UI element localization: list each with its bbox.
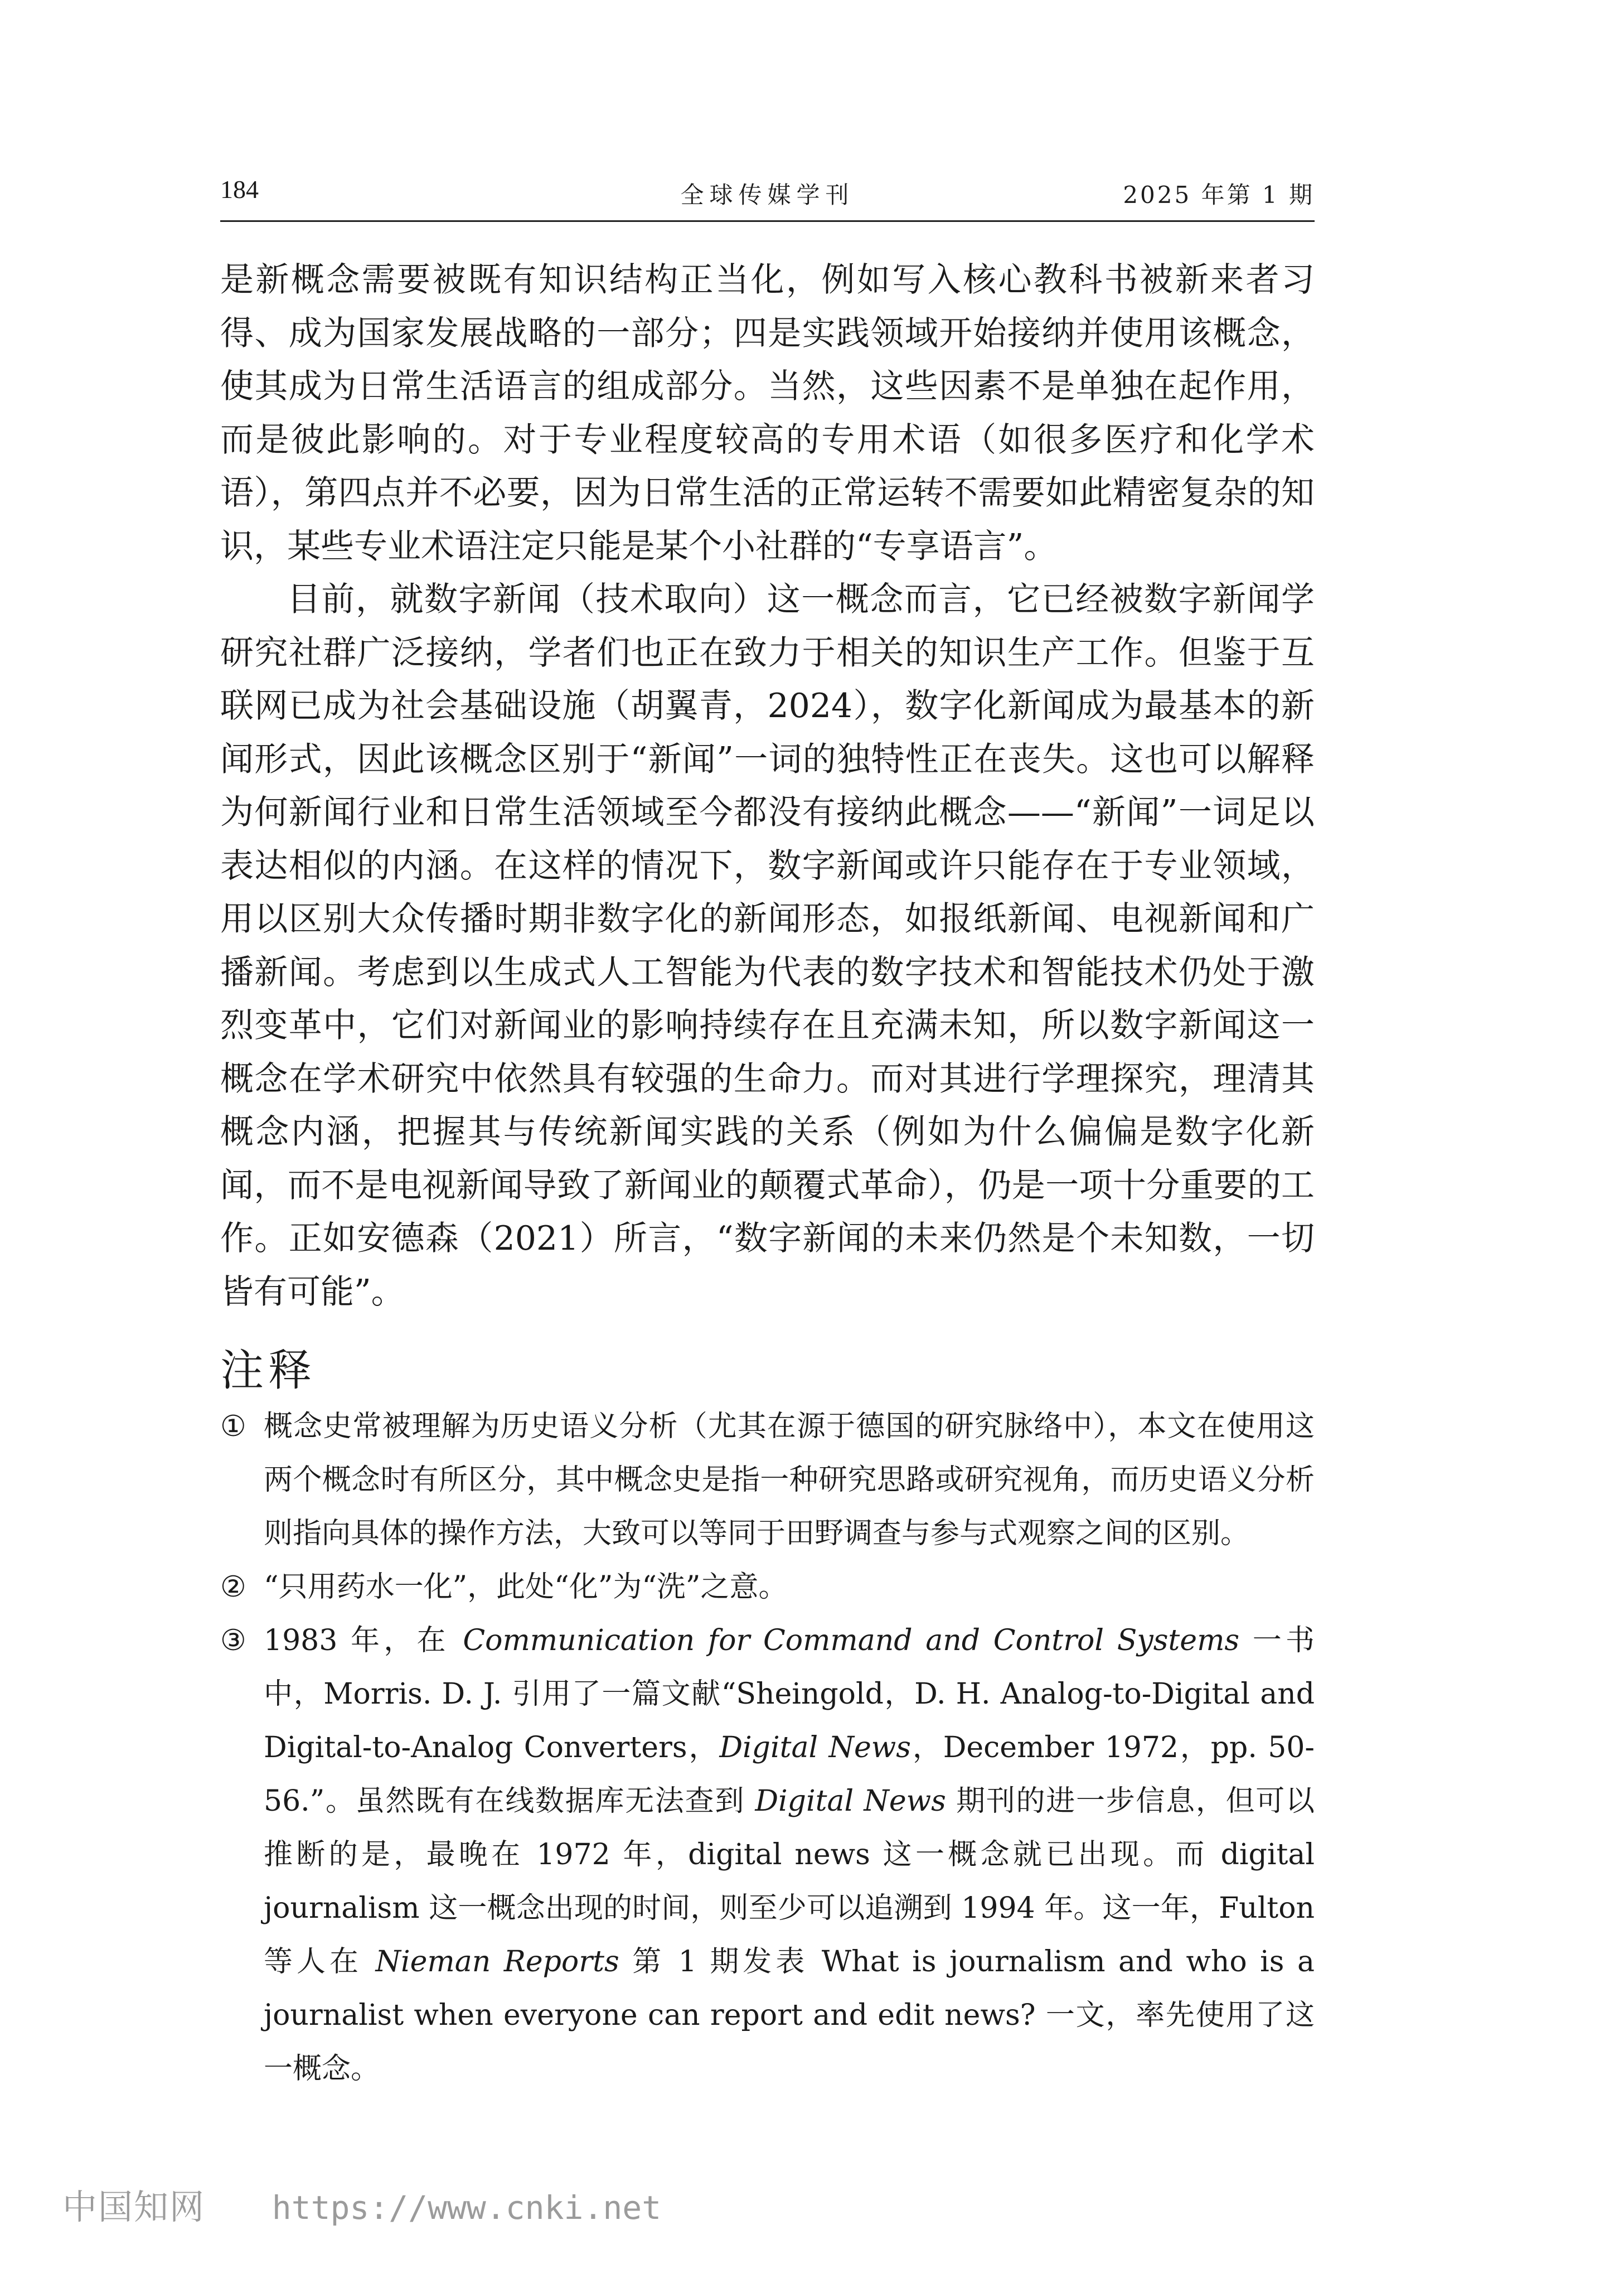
note-segment: 期刊的进一步信息，但可以推断的是，最晚在 1972 年，digital news 这一概念就已出现。而 digital journalism 这一概念出现的时间，则至少可以追溯到 1994 年。这一年，Fulton 等人在 xyxy=(264,1784,1315,1979)
note-segment: 1983 年，在 xyxy=(264,1624,463,1657)
notes-list xyxy=(220,1400,1315,2096)
page-number: 184 xyxy=(220,175,259,204)
note-segment: 第 1 期发表 What is journalism and who is a journalist when everyone can report and edit news? 一文，率先使用了这一概念。 xyxy=(264,1945,1315,2086)
cnki-logo: 中国知网 xyxy=(62,2187,206,2227)
cnki-watermark xyxy=(62,2179,661,2229)
journal-title: 全球传媒学刊 xyxy=(680,181,855,209)
note-item xyxy=(220,1614,1315,2096)
note-segment: 一书中，Morris. D. J. 引用了一篇文献“Sheingold，D. H. Analog-to-Digital and Digital-to-Analog Converters， xyxy=(264,1624,1315,1764)
journal-name: Digital News xyxy=(719,1731,911,1764)
note-text: “只用药水一化”，此处“化”为“洗”之意。 xyxy=(264,1570,788,1604)
cnki-url[interactable]: https://www.cnki.net xyxy=(272,2189,662,2227)
body-paragraph: 目前，就数字新闻（技术取向）这一概念而言，它已经被数字新闻学研究社群广泛接纳，学者们也正在致力于相关的知识生产工作。但鉴于互联网已成为社会基础设施（胡翼青，2024），数字化新闻成为最基本的新闻形式，因此该概念区别于“新闻”一词的独特性正在丧失。这也可以解释为何新闻行业和日常生活领域至今都没有接纳此概念——“新闻”一词足以表达相似的内涵。在这样的情况下，数字新闻或许只能存在于专业领域，用以区别大众传播时期非数字化的新闻形态，如报纸新闻、电视新闻和广播新闻。考虑到以生成式人工智能为代表的数字技术和智能技术仍处于激烈变革中，它们对新闻业的影响持续存在且充满未知，所以数字新闻这一概念在学术研究中依然具有较强的生命力。而对其进行学理探究，理清其概念内涵，把握其与传统新闻实践的关系（例如为什么偏偏是数字化新闻，而不是电视新闻导致了新闻业的颠覆式革命），仍是一项十分重要的工作。正如安德森（2021）所言，“数字新闻的未来仍然是个未知数，一切皆有可能”。 xyxy=(220,580,1315,1312)
note-marker: ② xyxy=(220,1570,246,1604)
main-text xyxy=(220,254,1315,1319)
note-text: 概念史常被理解为历史语义分析（尤其在源于德国的研究脉络中），本文在使用这两个概念时有所区分，其中概念史是指一种研究思路或研究视角，而历史语义分析则指向具体的操作方法，大致可以等同于田野调查与参与式观察之间的区别。 xyxy=(264,1410,1315,1550)
journal-name: Digital News xyxy=(755,1784,946,1818)
note-text xyxy=(264,1624,1315,2086)
note-item xyxy=(220,1560,1315,1614)
note-marker: ① xyxy=(220,1410,246,1443)
note-item xyxy=(220,1400,1315,1560)
issue-label: 2025 年第 1 期 xyxy=(1123,181,1315,209)
journal-name: Nieman Reports xyxy=(375,1945,619,1979)
body-paragraph: 是新概念需要被既有知识结构正当化，例如写入核心教科书被新来者习得、成为国家发展战略的一部分；四是实践领域开始接纳并使用该概念，使其成为日常生活语言的组成部分。当然，这些因素不是单独在起作用，而是彼此影响的。对于专业程度较高的专用术语（如很多医疗和化学术语），第四点并不必要，因为日常生活的正常运转不需要如此精密复杂的知识，某些专业术语注定只能是某个小社群的“专享语言”。 xyxy=(220,260,1315,566)
note-segment: ，December 1972，pp. 50-56.”。虽然既有在线数据库无法查到 xyxy=(264,1731,1315,1818)
running-header xyxy=(220,170,1315,222)
note-marker: ③ xyxy=(220,1624,246,1657)
notes-heading: 注释 xyxy=(220,1345,317,1396)
book-title: Communication for Command and Control Systems xyxy=(463,1624,1240,1657)
